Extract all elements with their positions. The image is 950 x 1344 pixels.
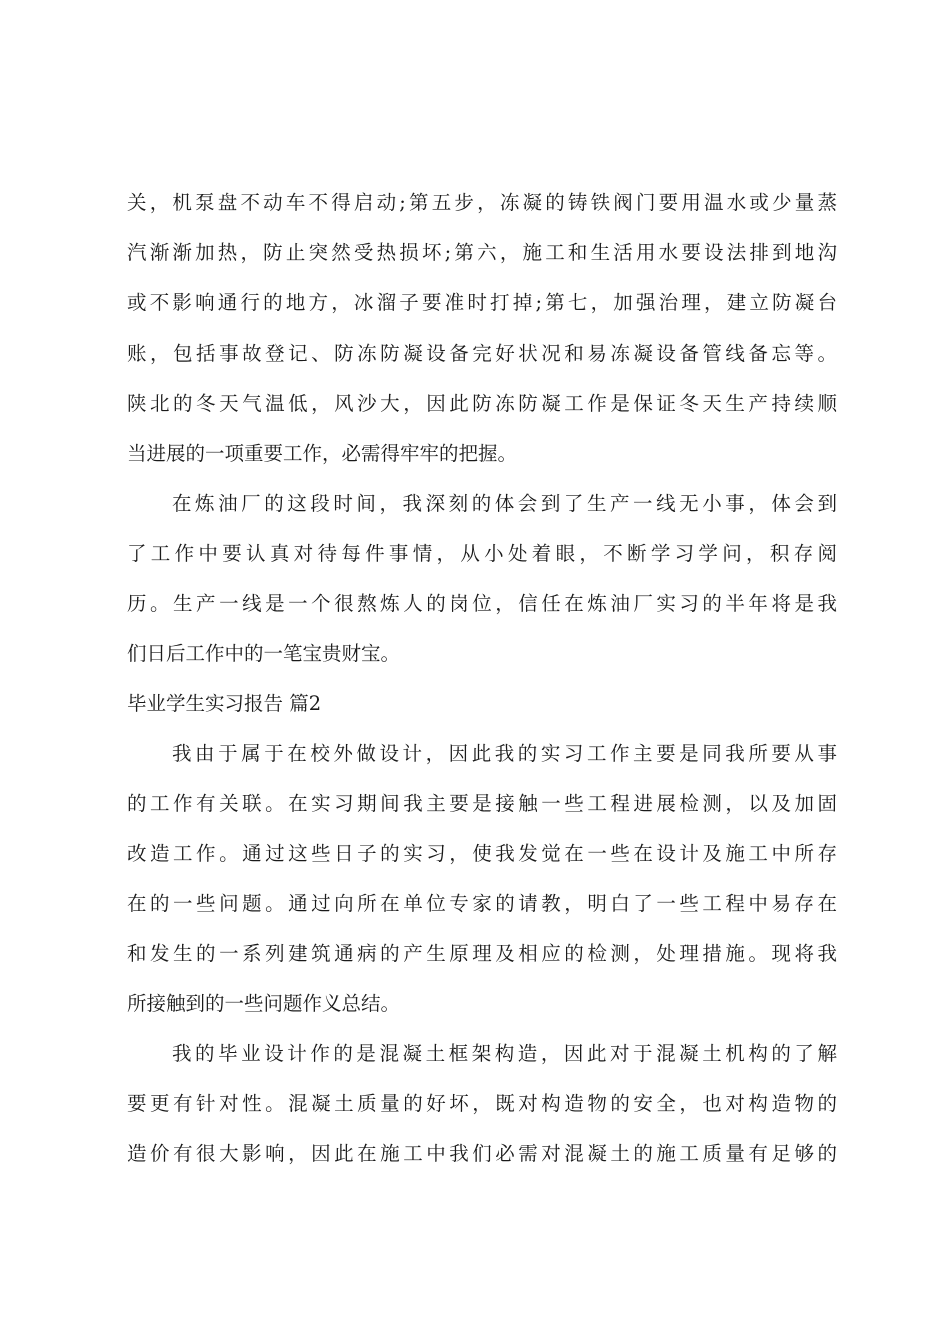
paragraph-1-line-6: 当进展的一项重要工作，必需得牢牢的把握。 [127, 442, 518, 465]
paragraph-2-line-2: 了工作中要认真对待每件事情，从小处着眼，不断学习学问，积存阅 [127, 542, 837, 565]
paragraph-3-line-6: 所接触到的一些问题作义总结。 [127, 992, 401, 1015]
paragraph-4-line-1: 我的毕业设计作的是混凝土框架构造，因此对于混凝土机构的了解 [172, 1042, 837, 1065]
paragraph-4-line-2: 要更有针对性。混凝土质量的好坏，既对构造物的安全，也对构造物的 [127, 1092, 837, 1115]
section-heading: 毕业学生实习报告 篇2 [127, 692, 322, 715]
paragraph-3-line-1: 我由于属于在校外做设计，因此我的实习工作主要是同我所要从事 [172, 742, 837, 765]
paragraph-2-line-3: 历。生产一线是一个很熬炼人的岗位，信任在炼油厂实习的半年将是我 [127, 592, 837, 615]
paragraph-1-line-1: 关，机泵盘不动车不得启动;第五步，冻凝的铸铁阀门要用温水或少量蒸 [127, 191, 837, 214]
paragraph-3-line-5: 和发生的一系列建筑通病的产生原理及相应的检测，处理措施。现将我 [127, 942, 837, 965]
paragraph-4-line-3: 造价有很大影响，因此在施工中我们必需对混凝土的施工质量有足够的 [127, 1142, 837, 1165]
paragraph-1-line-4: 账，包括事故登记、防冻防凝设备完好状况和易冻凝设备管线备忘等。 [127, 342, 837, 365]
paragraph-2-line-4: 们日后工作中的一笔宝贵财宝。 [127, 642, 401, 665]
paragraph-1-line-2: 汽渐渐加热，防止突然受热损坏;第六，施工和生活用水要设法排到地沟 [127, 241, 837, 264]
paragraph-1-line-3: 或不影响通行的地方，冰溜子要准时打掉;第七，加强治理，建立防凝台 [127, 291, 837, 314]
paragraph-3-line-3: 改造工作。通过这些日子的实习，使我发觉在一些在设计及施工中所存 [127, 842, 837, 865]
paragraph-2-line-1: 在炼油厂的这段时间，我深刻的体会到了生产一线无小事，体会到 [172, 492, 837, 515]
paragraph-1-line-5: 陕北的冬天气温低，风沙大，因此防冻防凝工作是保证冬天生产持续顺 [127, 392, 837, 415]
paragraph-3-line-2: 的工作有关联。在实习期间我主要是接触一些工程进展检测，以及加固 [127, 792, 837, 815]
paragraph-3-line-4: 在的一些问题。通过向所在单位专家的请教，明白了一些工程中易存在 [127, 892, 837, 915]
